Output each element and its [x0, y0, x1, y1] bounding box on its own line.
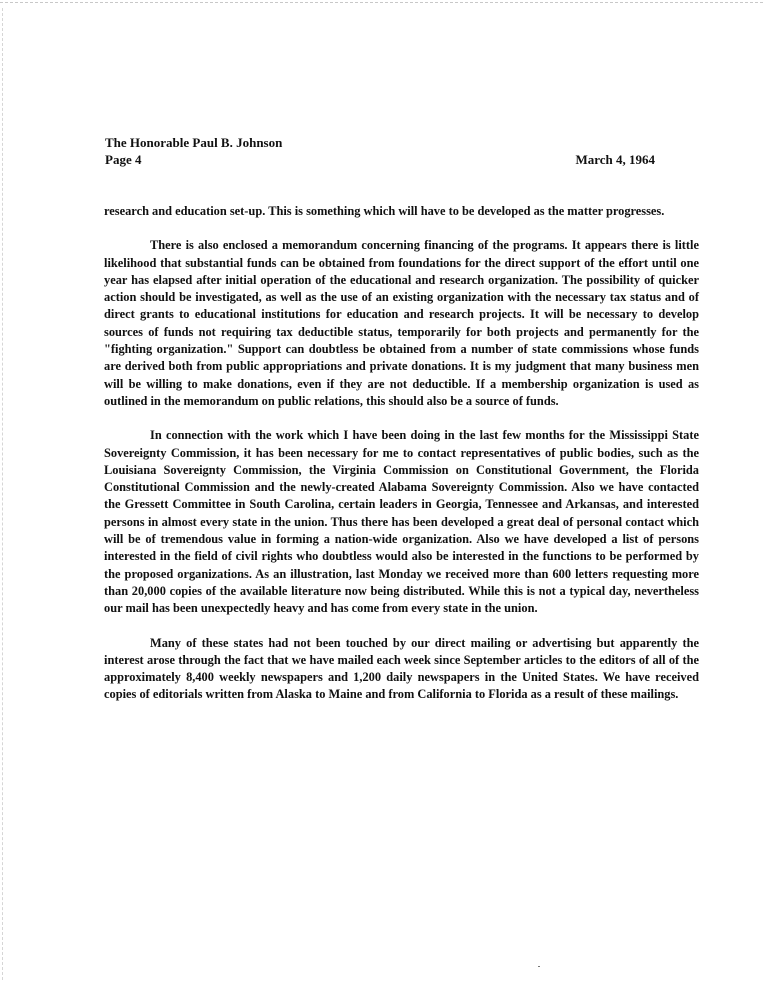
- letter-body: [104, 203, 699, 721]
- recipient-name: The Honorable Paul B. Johnson: [105, 135, 283, 150]
- scan-speck: [538, 966, 540, 967]
- header-recipient-row: [105, 134, 655, 151]
- header-page-row: [105, 151, 655, 168]
- paragraph-connections: In connection with the work which I have been doing in the last few months for the Mississippi State Sovereignty Commission, it has been necessary for me to contact representatives of public bodies, such as the Louisiana Sovereignty Commission, the Virginia Commission on Constitutional Government, the Florida Constitutional Commission and the newly-created Alabama Sovereignty Commission. Also we have contacted the Gressett Committee in South Carolina, certain leaders in Georgia, Tennessee and Arkansas, and interested persons in almost every state in the union. Thus there has been developed a great deal of personal contact which will be of tremendous value in forming a nation-wide organization. Also we have developed a list of persons interested in the field of civil rights who doubtless would also be interested in the functions to be performed by the proposed organizations. As an illustration, last Monday we received more than 600 letters requesting more than 20,000 copies of the available literature now being distributed. While this is not a typical day, nevertheless our mail has been unexpectedly heavy and has come from every state in the union.: [104, 428, 699, 616]
- paragraph-continued: research and education set-up. This is something which will have to be developed as the matter progresses.: [104, 204, 665, 218]
- paragraph-financing: There is also enclosed a memorandum concerning financing of the programs. It appears there is little likelihood that substantial funds can be obtained from foundations for the direct support of the effort until one year has elapsed after initial operation of the educational and research organization. The possibility of quicker action should be investigated, as well as the use of an existing organization with the necessary tax status and of direct grants to educational institutions for education and research projects. It will be necessary to develop sources of funds not requiring tax deductible status, temporarily for both projects and permanently for the "fighting organization." Support can doubtless be obtained from a number of state commissions whose funds are derived both from public appropriations and private donations. It is my judgment that many business men will be willing to make donations, even if they are not deductible. If a membership organization is used as outlined in the memorandum on public relations, this should also be a source of funds.: [104, 238, 699, 408]
- paragraph-mailings: Many of these states had not been touched by our direct mailing or advertising but apparently the interest arose through the fact that we have mailed each week since September articles to the editors of all of the approximately 8,400 weekly newspapers and 1,200 daily newspapers in the United States. We have received copies of editorials written from Alaska to Maine and from California to Florida as a result of these mailings.: [104, 635, 699, 702]
- letter-date: March 4, 1964: [575, 152, 655, 167]
- page-label: Page 4: [105, 152, 142, 167]
- top-scan-border: [0, 2, 763, 3]
- letter-header: [105, 134, 655, 168]
- left-scan-border: [2, 8, 3, 980]
